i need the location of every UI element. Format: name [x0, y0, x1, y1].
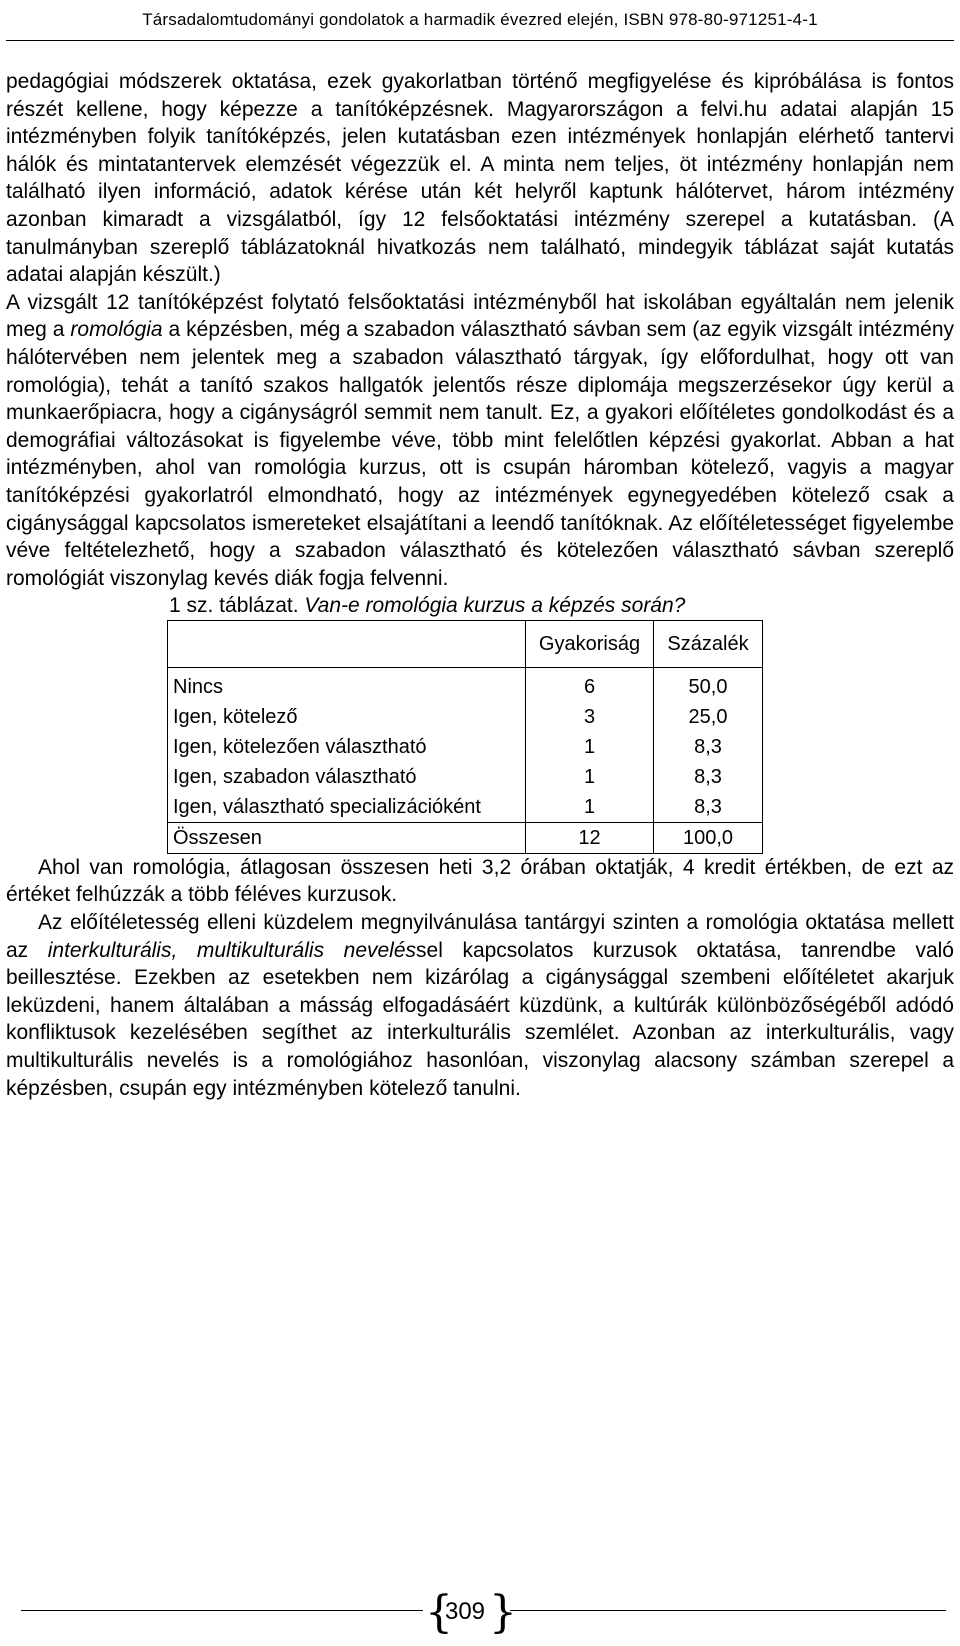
page-footer [0, 1587, 960, 1642]
table-cell-percent: 8,3 [654, 732, 763, 762]
table-cell-percent: 8,3 [654, 762, 763, 792]
table-caption-title: Van-e romológia kurzus a képzés során? [304, 594, 686, 618]
paragraph-3: Ahol van romológia, átlagosan összesen heti 3,2 órában oktatják, 4 kredit értékben, de ezt az értéket felhúzzák a több féléves kurzusok. [6, 855, 954, 907]
paragraph-2 [6, 289, 954, 593]
table-header-blank [168, 620, 526, 667]
running-header: Társadalomtudományi gondolatok a harmadik évezred elején, ISBN 978-80-971251-4-1 [142, 10, 818, 29]
table-row [168, 792, 763, 823]
page-number: 309 [444, 1598, 486, 1625]
table-cell-percent: 50,0 [654, 667, 763, 702]
table-total-percent: 100,0 [654, 822, 763, 853]
table-cell-label: Igen, kötelező [168, 702, 526, 732]
table-row [168, 762, 763, 792]
table-header-frequency: Gyakoriság [526, 620, 654, 667]
frequency-table [167, 620, 763, 854]
paragraph-4-part-b: sel kapcsolatos kurzusok oktatása, tanrendbe való beillesztése. Ezekben az esetekben nem kizárólag a cigánysággal szembeni előítéletet akarjuk leküzdeni, hanem általában a másság elfogadásáért küzdünk, a kultúrák különbözőségéből adódó konfliktusok kezelésében segíthet az interkulturális szemlélet. Azonban az interkulturális, vagy multikulturális nevelés is a romológiához hasonlóan, viszonylag alacsony számban szerepel a képzésben, csupán egy intézményben kötelező tanulni. [6, 938, 954, 1100]
paragraph-2-part-a: A vizsgált 12 tanítóképzést folytató felsőoktatási intézményből hat iskolában egyáltalán nem jelenik meg a [6, 290, 954, 342]
paragraph-1: pedagógiai módszerek oktatása, ezek gyakorlatban történő megfigyelése és kipróbálása is fontos részét kellene, hogy képezze a tanítóképzésnek. Magyarországon a felvi.hu adatai alapján 15 intézményben folyik tanítóképzés, jelen kutatásban ezen intézmények honlapján elérhető tantervi hálók és mintatantervek elemzését végezzük el. A minta nem teljes, öt intézmény honlapján nem található ilyen információ, adatok kérése után két helyről kaptunk hálótervet, három intézmény azonban kimaradt a vizsgálatból, így 12 felsőoktatási intézmény szerepel a kutatásban. (A tanulmányban szereplő táblázatoknál hivatkozás nem található, mindegyik táblázat saját kutatás adatai alapján készült.) [6, 70, 954, 287]
table-cell-percent: 25,0 [654, 702, 763, 732]
table-cell-label: Igen, kötelezően választható [168, 732, 526, 762]
table-cell-label: Igen, választható specializációként [168, 792, 526, 823]
paragraph-4-part-a: Az előítéletesség elleni küzdelem megnyilvánulása tantárgyi szinten a romológia oktatása mellett az [6, 911, 954, 962]
table-cell-label: Nincs [168, 667, 526, 702]
table-row [168, 667, 763, 702]
table-header-row [168, 620, 763, 667]
table-total-label: Összesen [168, 822, 526, 853]
footer-rule-left [21, 1610, 423, 1611]
table-cell-frequency: 1 [526, 792, 654, 823]
table-cell-percent: 8,3 [654, 792, 763, 823]
header-rule [6, 40, 954, 41]
table-caption-prefix: 1 sz. táblázat. [169, 594, 299, 618]
footer-rule-right [510, 1610, 946, 1611]
table-row [168, 702, 763, 732]
table-cell-frequency: 1 [526, 732, 654, 762]
table-cell-label: Igen, szabadon választható [168, 762, 526, 792]
table-total-frequency: 12 [526, 822, 654, 853]
table-cell-frequency: 6 [526, 667, 654, 702]
paragraph-2-emphasis: romológia [70, 318, 163, 342]
page-body [6, 68, 954, 1102]
table-total-row [168, 822, 763, 853]
table-cell-frequency: 3 [526, 702, 654, 732]
paragraph-4-emphasis: interkulturális, multikulturális nevelés [47, 938, 417, 962]
paragraph-2-part-b: a képzésben, még a szabadon választható sávban sem (az egyik vizsgált intézmény hálótervében nem jelentek meg a szabadon választható tárgyak, így előfordulhat, hogy ott van romológia), tehát a tanító szakos hallgatók jelentős része diplomája megszerzésekor úgy kerül a munkaerőpiacra, hogy a cigányságról semmit nem tanult. Ez, a gyakori előítéletes gondolkodást és a demográfiai változásokat is figyelembe véve, több mint felelőtlen képzési gyakorlat. Abban a hat intézményben, ahol van romológia kurzus, ott is csupán háromban kötelező, vagyis a magyar tanítóképzési gyakorlatról elmondható, hogy az intézmények egynegyedében kötelező csak a cigánysággal kapcsolatos ismereteket elsajátítani a leendő tanítóknak. Az előítéletességet figyelembe véve feltételezhető, hogy a szabadon választható és kötelezően választható sávban szereplő romológiát viszonylag kevés diák fogja felvenni. [6, 318, 954, 590]
table-header-percent: Százalék [654, 620, 763, 667]
left-brace-ornament: { [425, 1587, 453, 1638]
table-row [168, 732, 763, 762]
table-caption [6, 592, 954, 620]
table-cell-frequency: 1 [526, 762, 654, 792]
paragraph-4 [6, 909, 954, 1102]
right-brace-ornament: } [489, 1587, 517, 1638]
